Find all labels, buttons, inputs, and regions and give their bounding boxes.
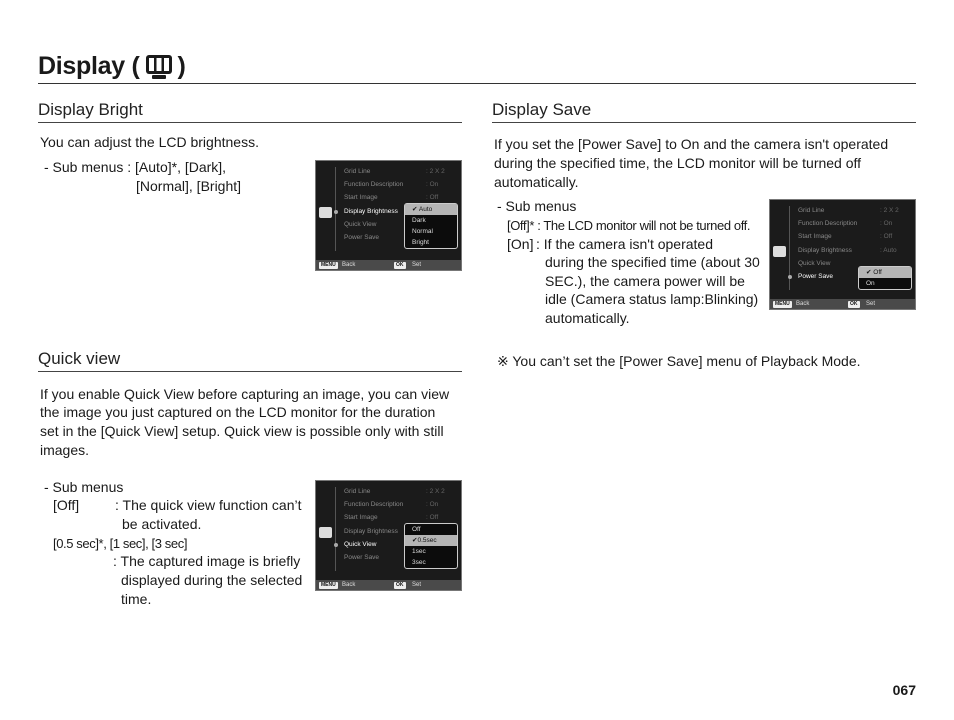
option: Normal bbox=[412, 228, 433, 235]
menu-value: : 2 X 2 bbox=[426, 488, 445, 495]
menu-footer bbox=[770, 299, 915, 309]
display-save-para-line: during the specified time, the LCD monitor will be turned off bbox=[494, 155, 862, 171]
display-save-note: ※ You can’t set the [Power Save] menu of Playback Mode. bbox=[497, 353, 861, 369]
option-checked: ✔ Auto bbox=[405, 204, 457, 215]
ok-key: OK bbox=[850, 300, 858, 307]
display-save-on-label: [On] bbox=[507, 236, 534, 252]
option-checked: ✔ Off bbox=[859, 267, 911, 278]
quick-view-captured-line: displayed during the selected bbox=[121, 572, 303, 588]
quick-view-submenus: - Sub menus bbox=[44, 479, 124, 495]
menu-value: : On bbox=[880, 220, 893, 227]
display-bright-heading: Display Bright bbox=[38, 100, 143, 119]
option: 1sec bbox=[412, 548, 426, 555]
set-label: Set bbox=[866, 300, 876, 307]
menu-value: : 2 X 2 bbox=[880, 207, 899, 214]
display-save-submenus: - Sub menus bbox=[497, 198, 577, 214]
menu-row: Start Image bbox=[344, 194, 378, 201]
set-label: Set bbox=[412, 581, 422, 588]
ok-key: OK bbox=[396, 581, 404, 588]
quick-view-sec-line: [0.5 sec]*, [1 sec], [3 sec] bbox=[53, 536, 188, 551]
menu-key: MENU bbox=[321, 261, 336, 268]
display-save-on-line: automatically. bbox=[545, 310, 630, 326]
title-rule bbox=[38, 83, 916, 84]
camera-screen-brightness bbox=[315, 160, 462, 271]
page-title-prefix: Display ( bbox=[38, 52, 140, 80]
display-icon bbox=[144, 53, 174, 81]
page-title bbox=[38, 52, 186, 81]
menu-footer bbox=[316, 260, 461, 270]
selection-bullet bbox=[334, 210, 338, 214]
page-number: 067 bbox=[892, 682, 916, 698]
menu-row: Grid Line bbox=[344, 488, 371, 495]
quick-view-para-line: images. bbox=[40, 442, 90, 458]
menu-value: : On bbox=[426, 181, 439, 188]
set-label: Set bbox=[412, 261, 422, 268]
option: On bbox=[866, 280, 875, 287]
display-bright-rule bbox=[38, 122, 462, 123]
menu-key: MENU bbox=[775, 300, 790, 307]
menu-row-selected: Quick View bbox=[344, 541, 377, 548]
ok-key: OK bbox=[396, 261, 404, 268]
selection-bullet bbox=[788, 275, 792, 279]
options-popup bbox=[404, 523, 458, 569]
display-save-on-line: idle (Camera status lamp:Blinking) bbox=[545, 291, 759, 307]
menu-row: Power Save bbox=[344, 234, 380, 241]
menu-row: Grid Line bbox=[344, 168, 371, 175]
menu-row: Function Description bbox=[344, 501, 404, 508]
menu-row: Function Description bbox=[344, 181, 404, 188]
display-save-on-line: SEC.), the camera power will be bbox=[545, 273, 745, 289]
display-save-rule bbox=[492, 122, 916, 123]
quick-view-para-line: the image you just captured on the LCD monitor for the duration bbox=[40, 404, 436, 420]
back-label: Back bbox=[342, 581, 356, 588]
display-icon bbox=[319, 527, 332, 538]
menu-value: : On bbox=[426, 501, 439, 508]
quick-view-off-label: [Off] bbox=[53, 497, 80, 513]
display-save-para-line: automatically. bbox=[494, 174, 579, 190]
display-bright-submenus: - Sub menus : [Auto]*, [Dark], bbox=[44, 159, 227, 175]
quick-view-heading: Quick view bbox=[38, 349, 121, 368]
menu-row-selected: Power Save bbox=[798, 273, 834, 280]
menu-row-selected: Display Brightness bbox=[344, 208, 398, 215]
page-title-suffix: ) bbox=[177, 52, 186, 80]
quick-view-captured-line: : The captured image is briefly bbox=[113, 553, 301, 569]
quick-view-para-line: set in the [Quick View] setup. Quick view is possible only with still bbox=[40, 423, 444, 439]
menu-footer bbox=[316, 580, 461, 590]
quick-view-off-line: : The quick view function can’t bbox=[115, 497, 302, 513]
selection-bullet bbox=[334, 543, 338, 547]
menu-row: Quick View bbox=[344, 221, 377, 228]
display-icon bbox=[773, 246, 786, 257]
display-save-on-line: : If the camera isn't operated bbox=[536, 236, 713, 252]
back-label: Back bbox=[342, 261, 356, 268]
camera-screen-quick-view bbox=[315, 480, 462, 591]
display-icon bbox=[319, 207, 332, 218]
quick-view-captured-line: time. bbox=[121, 591, 152, 607]
menu-row: Display Brightness bbox=[798, 247, 852, 254]
option: Bright bbox=[412, 239, 429, 246]
menu-row: Power Save bbox=[344, 554, 380, 561]
quick-view-para-line: If you enable Quick View before capturing an image, you can view bbox=[40, 386, 450, 402]
camera-screen-power-save bbox=[769, 199, 916, 310]
display-bright-submenus-cont: [Normal], [Bright] bbox=[136, 178, 242, 194]
option: 3sec bbox=[412, 559, 426, 566]
option-checked: ✔0.5sec bbox=[405, 535, 457, 546]
menu-row: Grid Line bbox=[798, 207, 825, 214]
options-popup bbox=[858, 266, 912, 290]
display-save-para-line: If you set the [Power Save] to On and the camera isn't operated bbox=[494, 136, 889, 152]
display-save-off-line: [Off]* : The LCD monitor will not be turned off. bbox=[507, 218, 751, 233]
options-popup bbox=[404, 203, 458, 249]
menu-row: Quick View bbox=[798, 260, 831, 267]
display-save-heading: Display Save bbox=[492, 100, 592, 119]
menu-row: Start Image bbox=[798, 233, 832, 240]
option: Off bbox=[412, 526, 421, 533]
menu-value: : Off bbox=[426, 514, 439, 521]
quick-view-off-line: be activated. bbox=[122, 516, 202, 532]
back-label: Back bbox=[796, 300, 810, 307]
menu-value: : Off bbox=[880, 233, 893, 240]
menu-value: : 2 X 2 bbox=[426, 168, 445, 175]
menu-key: MENU bbox=[321, 581, 336, 588]
display-bright-intro: You can adjust the LCD brightness. bbox=[40, 134, 259, 150]
menu-value: : Auto bbox=[880, 247, 897, 254]
quick-view-rule bbox=[38, 371, 462, 372]
menu-row: Display Brightness bbox=[344, 528, 398, 535]
menu-row: Function Description bbox=[798, 220, 858, 227]
menu-row: Start Image bbox=[344, 514, 378, 521]
menu-value: : Off bbox=[426, 194, 439, 201]
option: Dark bbox=[412, 217, 426, 224]
display-save-on-line: during the specified time (about 30 bbox=[545, 254, 760, 270]
